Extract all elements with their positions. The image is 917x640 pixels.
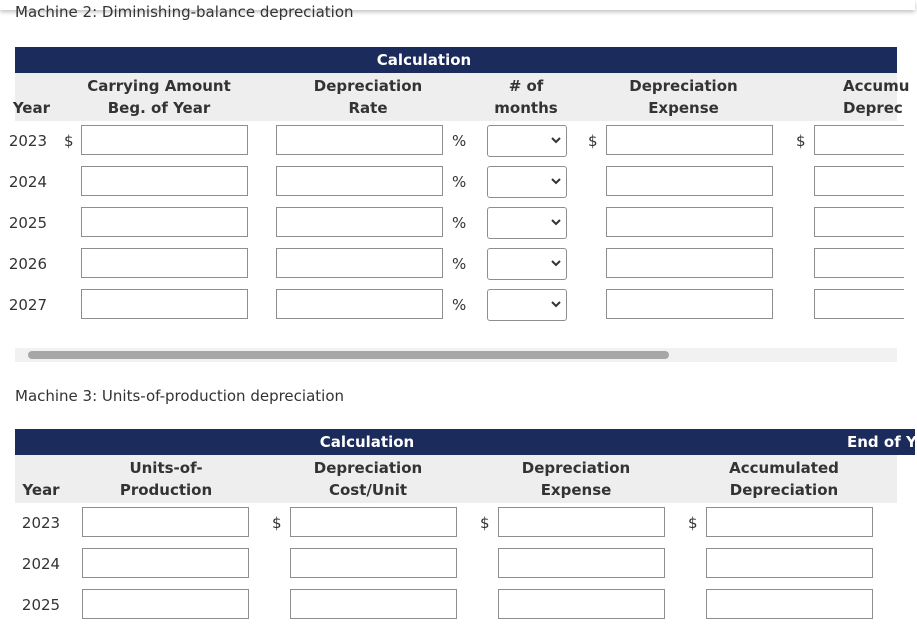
months-select[interactable] (487, 125, 567, 157)
machine3-col-exp-1: Depreciation (521, 459, 631, 477)
dollar-sign: $ (588, 132, 598, 150)
accumulated-depreciation-input[interactable] (814, 166, 904, 196)
chevron-down-icon (550, 298, 562, 310)
percent-sign: % (452, 173, 467, 191)
machine3-title: Machine 3: Units-of-production depreciation (15, 387, 345, 405)
machine2-year-cell: 2025 (8, 214, 47, 232)
machine3-year-cell: 2023 (21, 514, 61, 532)
months-select[interactable] (487, 248, 567, 280)
depreciation-expense-input[interactable] (606, 125, 773, 155)
machine3-calc-header: Calculation (319, 433, 415, 451)
depreciation-expense-input[interactable] (498, 507, 665, 537)
machine2-col-exp-2: Expense (648, 99, 719, 117)
machine3-year-cell: 2025 (21, 596, 61, 614)
dollar-sign: $ (688, 514, 698, 532)
machine3-col-units-2: Production (119, 481, 213, 499)
depreciation-rate-input[interactable] (276, 125, 443, 155)
machine2-title: Machine 2: Diminishing-balance depreciation (15, 3, 354, 21)
machine3-col-year: Year (22, 481, 60, 499)
machine2-year-cell: 2026 (8, 255, 47, 273)
accumulated-depreciation-input[interactable] (706, 548, 873, 578)
months-select[interactable] (487, 207, 567, 239)
carrying-amount-input[interactable] (81, 289, 248, 319)
months-select[interactable] (487, 289, 567, 321)
depreciation-expense-input[interactable] (606, 207, 773, 237)
machine2-calc-header-bar (15, 47, 897, 73)
percent-sign: % (452, 296, 467, 314)
accumulated-depreciation-input[interactable] (814, 289, 904, 319)
accumulated-depreciation-input[interactable] (706, 589, 873, 619)
machine2-col-months-1: # of (508, 77, 544, 95)
scrollbar-thumb[interactable] (28, 351, 669, 359)
machine3-col-accum-2: Depreciation (729, 481, 839, 499)
dollar-sign: $ (64, 132, 74, 150)
percent-sign: % (452, 214, 467, 232)
depreciation-rate-input[interactable] (276, 248, 443, 278)
chevron-down-icon (550, 257, 562, 269)
carrying-amount-input[interactable] (81, 207, 248, 237)
machine2-col-months-2: months (494, 99, 558, 117)
depreciation-cost-per-unit-input[interactable] (290, 548, 457, 578)
machine2-col-accum-1: Accumu (843, 77, 910, 95)
percent-sign: % (452, 255, 467, 273)
machine2-col-rate-1: Depreciation (313, 77, 423, 95)
depreciation-expense-input[interactable] (606, 289, 773, 319)
accumulated-depreciation-input[interactable] (814, 248, 904, 278)
machine2-col-rate-2: Rate (348, 99, 388, 117)
machine2-col-carry-2: Beg. of Year (107, 99, 211, 117)
machine3-col-accum-1: Accumulated (729, 459, 839, 477)
units-of-production-input[interactable] (82, 589, 249, 619)
percent-sign: % (452, 132, 467, 150)
dollar-sign: $ (272, 514, 282, 532)
units-of-production-input[interactable] (82, 548, 249, 578)
machine3-calc-header-bar (15, 429, 915, 455)
depreciation-cost-per-unit-input[interactable] (290, 507, 457, 537)
depreciation-rate-input[interactable] (276, 207, 443, 237)
depreciation-expense-input[interactable] (606, 166, 773, 196)
machine3-year-cell: 2024 (21, 555, 61, 573)
depreciation-expense-input[interactable] (498, 548, 665, 578)
dollar-sign: $ (796, 132, 806, 150)
depreciation-rate-input[interactable] (276, 289, 443, 319)
machine3-col-units-1: Units-of- (129, 459, 203, 477)
carrying-amount-input[interactable] (81, 248, 248, 278)
machine3-end-header: End of Y (847, 433, 917, 451)
months-select[interactable] (487, 166, 567, 198)
depreciation-expense-input[interactable] (498, 589, 665, 619)
dollar-sign: $ (480, 514, 490, 532)
accumulated-depreciation-input[interactable] (706, 507, 873, 537)
machine3-col-cost-2: Cost/Unit (328, 481, 408, 499)
depreciation-cost-per-unit-input[interactable] (290, 589, 457, 619)
carrying-amount-input[interactable] (81, 166, 248, 196)
units-of-production-input[interactable] (82, 507, 249, 537)
accumulated-depreciation-input[interactable] (814, 125, 904, 155)
chevron-down-icon (550, 134, 562, 146)
machine2-col-exp-1: Depreciation (629, 77, 738, 95)
machine3-col-exp-2: Expense (540, 481, 612, 499)
carrying-amount-input[interactable] (81, 125, 248, 155)
machine2-calc-header: Calculation (376, 51, 472, 69)
accumulated-depreciation-input[interactable] (814, 207, 904, 237)
horizontal-scrollbar[interactable] (15, 348, 897, 362)
machine2-col-year: Year (12, 99, 50, 117)
machine2-year-cell: 2024 (8, 173, 47, 191)
chevron-down-icon (550, 216, 562, 228)
chevron-down-icon (550, 175, 562, 187)
depreciation-rate-input[interactable] (276, 166, 443, 196)
depreciation-expense-input[interactable] (606, 248, 773, 278)
machine2-year-cell: 2023 (8, 132, 47, 150)
machine2-col-carry-1: Carrying Amount (87, 77, 231, 95)
machine2-year-cell: 2027 (8, 296, 47, 314)
machine2-col-accum-2: Deprec (843, 99, 903, 117)
machine3-col-cost-1: Depreciation (313, 459, 423, 477)
